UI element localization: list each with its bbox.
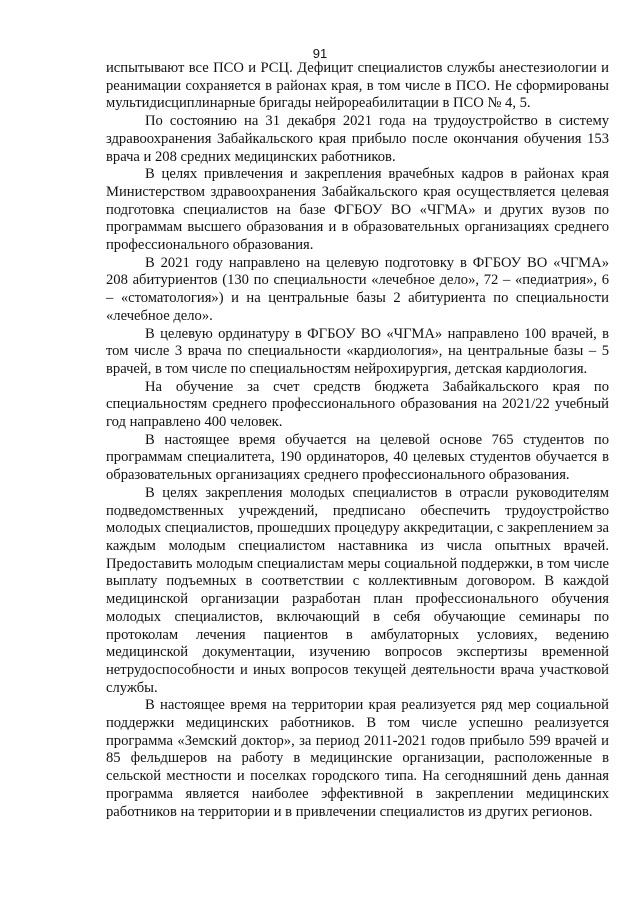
paragraph-applicants-2021: В 2021 году направлено на целевую подготовку в ФГБОУ ВО «ЧГМА» 208 абитуриентов (130 по специальности «лечебное дело», 72 – «педиатрия», 6 – «стоматология») и на центральные базы 2 абитуриента по специальности «лечебное дело». <box>106 254 609 324</box>
paragraph-young-specialists: В целях закрепления молодых специалистов в отрасли руководителям подведомственных учреждений, предписано обеспечить трудоустройство молодых специалистов, прошедших процедуру аккредитации, с закреплением за каждым молодым специалистом наставника из числа опытных врачей. Предоставить молодым специалистам меры социальной поддержки, в том числе выплату подъемных в соответствии с коллективным договором. В каждой медицинской организации разработан план профессионального обучения молодых специалистов, включающий в себя обучающие семинары по протоколам лечения пациентов в амбулаторных условиях, ведению медицинской документации, изучению вопросов экспертизы временной нетрудоспособности и иных вопросов текущей деятельности врача участковой службы. <box>106 484 609 696</box>
paragraph-social-support: В настоящее время на территории края реализуется ряд мер социальной поддержки медицинских работников. В том числе успешно реализуется программа «Земский доктор», за период 2011-2021 годов прибыло 599 врачей и 85 фельдшеров на работу в медицинские организации, расположенные в сельской местности и поселках городского типа. На сегодняшний день данная программа является наиболее эффективной в закреплении медицинских работников на территории и в привлечении специалистов из других регионов. <box>106 697 609 820</box>
paragraph-anesthesiology-deficit: испытывают все ПСО и РСЦ. Дефицит специалистов службы анестезиологии и реанимации сохраняется в районах края, в том числе в ПСО. Не сформированы мультидисциплинарные бригады нейрореабилитации в ПСО № 4, 5. <box>106 60 609 112</box>
paragraph-residency: В целевую ординатуру в ФГБОУ ВО «ЧГМА» направлено 100 врачей, в том числе 3 врача по специальности «кардиология», на центральные базы – 5 врачей, в том числе по специальностям нейрохирургия, детская кардиология. <box>106 325 609 377</box>
body-text <box>106 60 609 821</box>
paragraph-budget-training: На обучение за счет средств бюджета Забайкальского края по специальностям среднего профессионального образования на 2021/22 учебный год направлено 400 человек. <box>106 378 609 431</box>
paragraph-employment-2021: По состоянию на 31 декабря 2021 года на трудоустройство в систему здравоохранения Забайкальского края прибыло после окончания обучения 153 врача и 208 средних медицинских работников. <box>106 113 609 165</box>
page-number: 91 <box>312 46 328 61</box>
paragraph-current-students: В настоящее время обучается на целевой основе 765 студентов по программам специалитета, 190 ординаторов, 40 целевых студентов обучается в образовательных организациях среднего профессионального образования. <box>106 431 609 484</box>
paragraph-targeted-training: В целях привлечения и закрепления врачебных кадров в районах края Министерством здравоохранения Забайкальского края осуществляется целевая подготовка специалистов на базе ФГБОУ ВО «ЧГМА» и других вузов по программам высшего образования и в образовательных организациях среднего профессионального образования. <box>106 166 609 254</box>
